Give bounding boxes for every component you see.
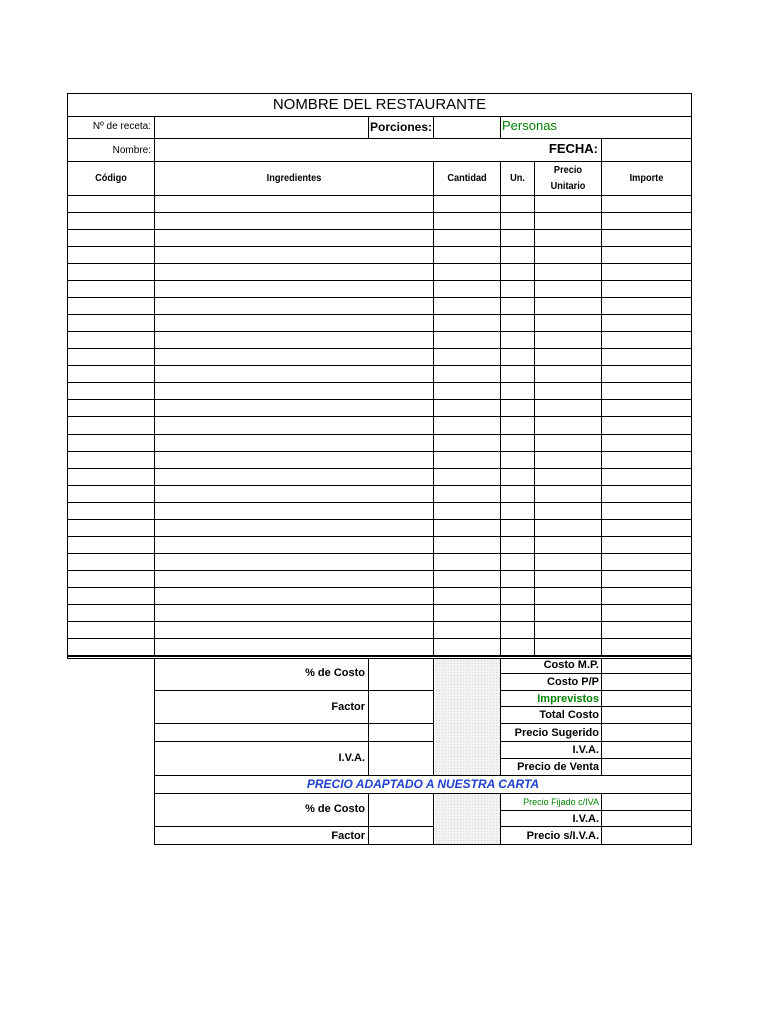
quantity-cell[interactable] bbox=[434, 264, 500, 280]
unit-cell[interactable] bbox=[501, 520, 534, 536]
suggested-price-value[interactable] bbox=[602, 724, 691, 741]
summary-bottom-border bbox=[154, 844, 692, 845]
codigo-cell[interactable] bbox=[68, 588, 154, 604]
price-without-iva-label: Precio s/I.V.A. bbox=[526, 830, 599, 842]
quantity-cell[interactable] bbox=[434, 486, 500, 502]
quantity-cell[interactable] bbox=[434, 298, 500, 314]
col-sep bbox=[500, 116, 501, 138]
quantity-cell[interactable] bbox=[434, 366, 500, 382]
sale-price-value[interactable] bbox=[602, 759, 691, 775]
unit-cell[interactable] bbox=[501, 622, 534, 638]
unit-cell[interactable] bbox=[501, 196, 534, 212]
amount-cell[interactable] bbox=[602, 332, 691, 348]
amount-cell[interactable] bbox=[602, 554, 691, 570]
codigo-cell[interactable] bbox=[68, 469, 154, 485]
amount-cell[interactable] bbox=[602, 400, 691, 416]
codigo-cell[interactable] bbox=[68, 264, 154, 280]
amount-cell[interactable] bbox=[602, 366, 691, 382]
iva-field[interactable] bbox=[369, 742, 433, 775]
quantity-cell[interactable] bbox=[434, 281, 500, 297]
unit-price-cell[interactable] bbox=[535, 537, 601, 553]
unit-cell[interactable] bbox=[501, 435, 534, 451]
unit-cell[interactable] bbox=[501, 383, 534, 399]
ingredient-cell[interactable] bbox=[155, 588, 433, 604]
amount-cell[interactable] bbox=[602, 503, 691, 519]
unit-cell[interactable] bbox=[501, 417, 534, 434]
unit-price-cell[interactable] bbox=[535, 247, 601, 263]
codigo-cell[interactable] bbox=[68, 196, 154, 212]
divider bbox=[67, 161, 692, 162]
ingredient-cell[interactable] bbox=[155, 281, 433, 297]
col-sep bbox=[154, 116, 155, 161]
codigo-cell[interactable] bbox=[68, 230, 154, 246]
column-unidad: Un. bbox=[510, 173, 525, 184]
amount-cell[interactable] bbox=[602, 315, 691, 331]
unit-cell[interactable] bbox=[501, 400, 534, 416]
cost-percent-label: % de Costo bbox=[305, 667, 365, 679]
unit-price-cell[interactable] bbox=[535, 486, 601, 502]
cost-pp-label: Costo P/P bbox=[547, 676, 599, 688]
quantity-cell[interactable] bbox=[434, 503, 500, 519]
ingredient-cell[interactable] bbox=[155, 383, 433, 399]
shaded-block-top bbox=[435, 659, 500, 776]
quantity-cell[interactable] bbox=[434, 469, 500, 485]
quantity-cell[interactable] bbox=[434, 332, 500, 348]
unit-price-cell[interactable] bbox=[535, 230, 601, 246]
ingredient-cell[interactable] bbox=[155, 349, 433, 365]
date-field[interactable] bbox=[603, 139, 691, 161]
adapted-cost-percent-label: % de Costo bbox=[305, 803, 365, 815]
codigo-cell[interactable] bbox=[68, 622, 154, 638]
ingredient-cell[interactable] bbox=[155, 366, 433, 382]
amount-cell[interactable] bbox=[602, 196, 691, 212]
unit-cell[interactable] bbox=[501, 452, 534, 468]
ingredient-cell[interactable] bbox=[155, 503, 433, 519]
summary-sep bbox=[433, 658, 434, 775]
adapted-price-banner: PRECIO ADAPTADO A NUESTRA CARTA bbox=[306, 777, 540, 791]
unit-price-cell[interactable] bbox=[535, 264, 601, 280]
total-cost-label: Total Costo bbox=[539, 709, 599, 721]
ingredient-cell[interactable] bbox=[155, 486, 433, 502]
amount-cell[interactable] bbox=[602, 537, 691, 553]
amount-cell[interactable] bbox=[602, 349, 691, 365]
unit-cell[interactable] bbox=[501, 366, 534, 382]
amount-cell[interactable] bbox=[602, 520, 691, 536]
ingredient-cell[interactable] bbox=[155, 247, 433, 263]
quantity-cell[interactable] bbox=[434, 417, 500, 434]
adapted-factor-field[interactable] bbox=[369, 827, 433, 844]
codigo-cell[interactable] bbox=[68, 537, 154, 553]
unit-price-cell[interactable] bbox=[535, 639, 601, 655]
codigo-cell[interactable] bbox=[68, 247, 154, 263]
amount-cell[interactable] bbox=[602, 605, 691, 621]
quantity-cell[interactable] bbox=[434, 315, 500, 331]
ingredient-cell[interactable] bbox=[155, 315, 433, 331]
unit-price-cell[interactable] bbox=[535, 400, 601, 416]
ingredient-cell[interactable] bbox=[155, 332, 433, 348]
amount-cell[interactable] bbox=[602, 435, 691, 451]
ingredient-cell[interactable] bbox=[155, 196, 433, 212]
column-cantidad: Cantidad bbox=[447, 173, 487, 184]
amount-cell[interactable] bbox=[602, 622, 691, 638]
quantity-cell[interactable] bbox=[434, 571, 500, 587]
price-without-iva-value[interactable] bbox=[602, 827, 691, 844]
ingredient-cell[interactable] bbox=[155, 230, 433, 246]
codigo-cell[interactable] bbox=[68, 281, 154, 297]
unit-price-cell[interactable] bbox=[535, 383, 601, 399]
unit-price-cell[interactable] bbox=[535, 435, 601, 451]
unit-price-cell[interactable] bbox=[535, 315, 601, 331]
unit-cell[interactable] bbox=[501, 247, 534, 263]
unforeseen-value[interactable] bbox=[602, 691, 691, 706]
unit-cell[interactable] bbox=[501, 554, 534, 570]
codigo-cell[interactable] bbox=[68, 452, 154, 468]
codigo-cell[interactable] bbox=[68, 605, 154, 621]
quantity-cell[interactable] bbox=[434, 554, 500, 570]
ingredient-cell[interactable] bbox=[155, 571, 433, 587]
quantity-cell[interactable] bbox=[434, 435, 500, 451]
codigo-cell[interactable] bbox=[68, 298, 154, 314]
unit-cell[interactable] bbox=[501, 264, 534, 280]
unit-price-cell[interactable] bbox=[535, 417, 601, 434]
fixed-price-with-iva-value[interactable] bbox=[602, 794, 691, 810]
frame-right bbox=[691, 93, 692, 845]
adapted-iva-value[interactable] bbox=[602, 811, 691, 826]
unit-price-cell[interactable] bbox=[535, 452, 601, 468]
unit-cell[interactable] bbox=[501, 639, 534, 655]
amount-cell[interactable] bbox=[602, 264, 691, 280]
ingredient-cell[interactable] bbox=[155, 469, 433, 485]
quantity-cell[interactable] bbox=[434, 349, 500, 365]
amount-cell[interactable] bbox=[602, 247, 691, 263]
ingredient-cell[interactable] bbox=[155, 298, 433, 314]
ingredient-cell[interactable] bbox=[155, 435, 433, 451]
recipe-number-field[interactable] bbox=[155, 117, 368, 138]
unforeseen-label: Imprevistos bbox=[537, 693, 599, 705]
ingredient-cell[interactable] bbox=[155, 605, 433, 621]
iva-label: I.V.A. bbox=[338, 752, 365, 764]
unit-cell[interactable] bbox=[501, 469, 534, 485]
shaded-block-bottom bbox=[435, 794, 500, 844]
codigo-cell[interactable] bbox=[68, 554, 154, 570]
unit-cell[interactable] bbox=[501, 298, 534, 314]
recipe-name-label: Nombre: bbox=[112, 145, 151, 156]
ingredient-cell[interactable] bbox=[155, 417, 433, 434]
unit-cell[interactable] bbox=[501, 213, 534, 229]
unit-price-cell[interactable] bbox=[535, 349, 601, 365]
sale-price-label: Precio de Venta bbox=[517, 761, 599, 773]
fixed-price-with-iva-label: Precio Fijado c/IVA bbox=[523, 797, 599, 807]
ingredient-cell[interactable] bbox=[155, 400, 433, 416]
quantity-cell[interactable] bbox=[434, 639, 500, 655]
quantity-cell[interactable] bbox=[434, 230, 500, 246]
restaurant-title: NOMBRE DEL RESTAURANTE bbox=[272, 96, 487, 113]
adapted-cost-percent-field[interactable] bbox=[369, 794, 433, 826]
codigo-cell[interactable] bbox=[68, 349, 154, 365]
amount-cell[interactable] bbox=[602, 281, 691, 297]
amount-cell[interactable] bbox=[602, 452, 691, 468]
quantity-cell[interactable] bbox=[434, 537, 500, 553]
amount-cell[interactable] bbox=[602, 383, 691, 399]
col-sep bbox=[368, 116, 369, 138]
codigo-cell[interactable] bbox=[68, 571, 154, 587]
amount-cell[interactable] bbox=[602, 230, 691, 246]
codigo-cell[interactable] bbox=[68, 486, 154, 502]
unit-cell[interactable] bbox=[501, 281, 534, 297]
cost-mp-value[interactable] bbox=[602, 659, 691, 673]
unit-cell[interactable] bbox=[501, 605, 534, 621]
unit-cell[interactable] bbox=[501, 588, 534, 604]
total-cost-value[interactable] bbox=[602, 707, 691, 723]
codigo-cell[interactable] bbox=[68, 315, 154, 331]
quantity-cell[interactable] bbox=[434, 383, 500, 399]
column-unitario: Unitario bbox=[550, 181, 586, 192]
summary-row-line bbox=[154, 723, 434, 724]
codigo-cell[interactable] bbox=[68, 332, 154, 348]
quantity-cell[interactable] bbox=[434, 588, 500, 604]
amount-cell[interactable] bbox=[602, 417, 691, 434]
unit-cell[interactable] bbox=[501, 315, 534, 331]
unit-cell[interactable] bbox=[501, 537, 534, 553]
unit-price-cell[interactable] bbox=[535, 503, 601, 519]
quantity-cell[interactable] bbox=[434, 605, 500, 621]
unit-cell[interactable] bbox=[501, 571, 534, 587]
unit-price-cell[interactable] bbox=[535, 281, 601, 297]
ingredient-cell[interactable] bbox=[155, 537, 433, 553]
quantity-cell[interactable] bbox=[434, 520, 500, 536]
unit-cell[interactable] bbox=[501, 332, 534, 348]
quantity-cell[interactable] bbox=[434, 196, 500, 212]
column-codigo: Código bbox=[95, 173, 127, 184]
persons-label: Personas bbox=[502, 118, 557, 133]
amount-cell[interactable] bbox=[602, 639, 691, 655]
amount-cell[interactable] bbox=[602, 469, 691, 485]
codigo-cell[interactable] bbox=[68, 520, 154, 536]
codigo-cell[interactable] bbox=[68, 435, 154, 451]
codigo-cell[interactable] bbox=[68, 417, 154, 434]
cost-percent-field[interactable] bbox=[369, 659, 433, 690]
adapted-factor-label: Factor bbox=[331, 830, 365, 842]
unit-price-cell[interactable] bbox=[535, 469, 601, 485]
ingredient-cell[interactable] bbox=[155, 452, 433, 468]
unit-price-cell[interactable] bbox=[535, 520, 601, 536]
column-ingredientes: Ingredientes bbox=[266, 173, 322, 184]
codigo-cell[interactable] bbox=[68, 503, 154, 519]
ingredient-cell[interactable] bbox=[155, 264, 433, 280]
unit-price-cell[interactable] bbox=[535, 571, 601, 587]
quantity-cell[interactable] bbox=[434, 622, 500, 638]
ingredient-cell[interactable] bbox=[155, 639, 433, 655]
adapted-iva-label: I.V.A. bbox=[572, 813, 599, 825]
ingredient-cell[interactable] bbox=[155, 213, 433, 229]
cost-pp-value[interactable] bbox=[602, 674, 691, 690]
codigo-cell[interactable] bbox=[68, 400, 154, 416]
unit-cell[interactable] bbox=[501, 503, 534, 519]
amount-cell[interactable] bbox=[602, 486, 691, 502]
unit-price-cell[interactable] bbox=[535, 554, 601, 570]
unit-cell[interactable] bbox=[501, 230, 534, 246]
date-label: FECHA: bbox=[548, 141, 598, 156]
adapted-sep bbox=[433, 793, 434, 845]
iva-amount-value[interactable] bbox=[602, 742, 691, 758]
unit-price-cell[interactable] bbox=[535, 622, 601, 638]
suggested-price-label: Precio Sugerido bbox=[514, 727, 599, 739]
iva-amount-label: I.V.A. bbox=[572, 744, 599, 756]
column-precio: Precio bbox=[553, 165, 583, 176]
unit-price-cell[interactable] bbox=[535, 605, 601, 621]
quantity-cell[interactable] bbox=[434, 452, 500, 468]
unit-price-cell[interactable] bbox=[535, 332, 601, 348]
amount-cell[interactable] bbox=[602, 213, 691, 229]
col-sep bbox=[433, 116, 434, 138]
amount-cell[interactable] bbox=[602, 588, 691, 604]
cost-mp-label: Costo M.P. bbox=[543, 659, 599, 671]
amount-cell[interactable] bbox=[602, 571, 691, 587]
unit-price-cell[interactable] bbox=[535, 213, 601, 229]
ingredient-cell[interactable] bbox=[155, 520, 433, 536]
ingredient-cell[interactable] bbox=[155, 622, 433, 638]
unit-cell[interactable] bbox=[501, 349, 534, 365]
unit-cell[interactable] bbox=[501, 486, 534, 502]
codigo-cell[interactable] bbox=[68, 639, 154, 655]
unit-price-cell[interactable] bbox=[535, 588, 601, 604]
ingredient-cell[interactable] bbox=[155, 554, 433, 570]
quantity-cell[interactable] bbox=[434, 213, 500, 229]
quantity-cell[interactable] bbox=[434, 400, 500, 416]
quantity-cell[interactable] bbox=[434, 247, 500, 263]
unit-price-cell[interactable] bbox=[535, 298, 601, 314]
unit-price-cell[interactable] bbox=[535, 196, 601, 212]
codigo-cell[interactable] bbox=[68, 213, 154, 229]
factor-label: Factor bbox=[331, 701, 365, 713]
codigo-cell[interactable] bbox=[68, 366, 154, 382]
portions-field[interactable] bbox=[435, 117, 500, 138]
recipe-number-label: Nº de receta: bbox=[92, 121, 151, 132]
column-importe: Importe bbox=[629, 173, 664, 184]
portions-label: Porciones: bbox=[370, 120, 433, 134]
col-sep bbox=[601, 138, 602, 161]
factor-field[interactable] bbox=[369, 691, 433, 723]
amount-cell[interactable] bbox=[602, 298, 691, 314]
codigo-cell[interactable] bbox=[68, 383, 154, 399]
unit-price-cell[interactable] bbox=[535, 366, 601, 382]
